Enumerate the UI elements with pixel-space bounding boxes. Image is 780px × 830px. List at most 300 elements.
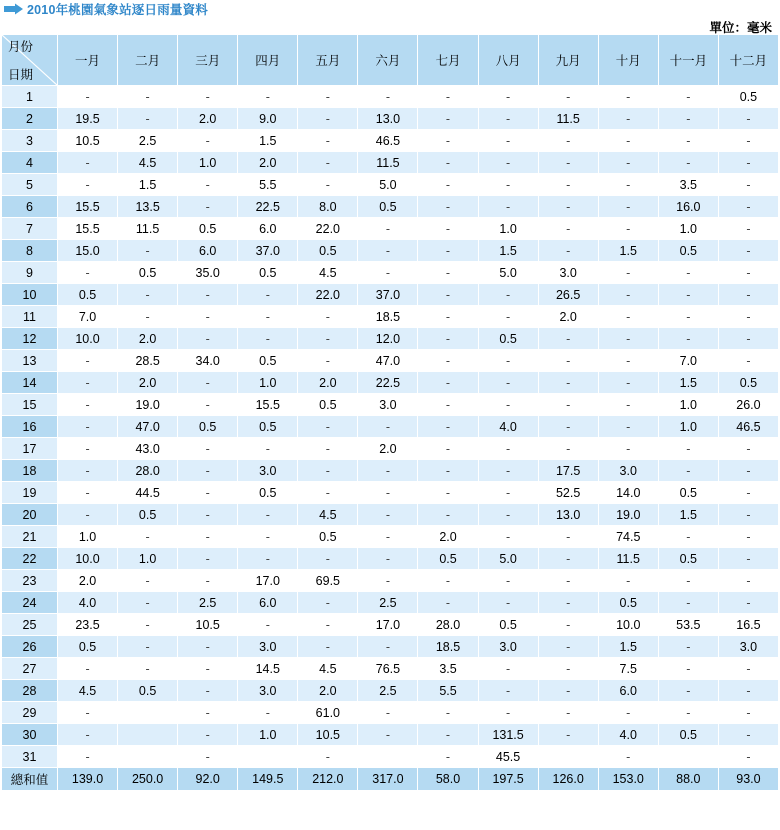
value-cell: - bbox=[418, 702, 478, 724]
value-cell: - bbox=[358, 724, 418, 746]
value-cell: 47.0 bbox=[118, 416, 178, 438]
value-cell: - bbox=[658, 262, 718, 284]
value-cell: 1.0 bbox=[658, 218, 718, 240]
value-cell: 2.0 bbox=[178, 108, 238, 130]
value-cell: 3.5 bbox=[658, 174, 718, 196]
value-cell: - bbox=[298, 460, 358, 482]
value-cell: - bbox=[538, 680, 598, 702]
unit-line bbox=[0, 18, 780, 34]
column-header-dec: 十二月 bbox=[718, 35, 778, 86]
value-cell: 5.5 bbox=[238, 174, 298, 196]
value-cell: 0.5 bbox=[478, 614, 538, 636]
column-header-may: 五月 bbox=[298, 35, 358, 86]
day-cell: 24 bbox=[2, 592, 58, 614]
day-cell: 22 bbox=[2, 548, 58, 570]
value-cell: - bbox=[118, 658, 178, 680]
value-cell: - bbox=[658, 702, 718, 724]
value-cell bbox=[118, 724, 178, 746]
value-cell: - bbox=[658, 86, 718, 108]
value-cell: 7.5 bbox=[598, 658, 658, 680]
column-header-apr: 四月 bbox=[238, 35, 298, 86]
table-row bbox=[2, 328, 779, 350]
day-cell: 4 bbox=[2, 152, 58, 174]
value-cell: - bbox=[598, 350, 658, 372]
value-cell: - bbox=[538, 548, 598, 570]
value-cell: - bbox=[538, 218, 598, 240]
value-cell: - bbox=[418, 504, 478, 526]
value-cell: 1.0 bbox=[238, 724, 298, 746]
value-cell: - bbox=[538, 636, 598, 658]
total-cell: 197.5 bbox=[478, 768, 538, 791]
value-cell: - bbox=[718, 526, 778, 548]
value-cell: 2.0 bbox=[118, 372, 178, 394]
value-cell: 0.5 bbox=[298, 526, 358, 548]
table-row bbox=[2, 680, 779, 702]
total-cell: 149.5 bbox=[238, 768, 298, 791]
total-row bbox=[2, 768, 779, 791]
column-header-feb: 二月 bbox=[118, 35, 178, 86]
value-cell: - bbox=[418, 284, 478, 306]
value-cell: - bbox=[478, 394, 538, 416]
value-cell: 0.5 bbox=[58, 284, 118, 306]
value-cell: 28.0 bbox=[118, 460, 178, 482]
value-cell: 43.0 bbox=[118, 438, 178, 460]
value-cell: 13.5 bbox=[118, 196, 178, 218]
day-cell: 12 bbox=[2, 328, 58, 350]
value-cell: 0.5 bbox=[658, 548, 718, 570]
total-cell: 153.0 bbox=[598, 768, 658, 791]
value-cell: - bbox=[718, 240, 778, 262]
value-cell: - bbox=[478, 570, 538, 592]
value-cell: - bbox=[58, 438, 118, 460]
value-cell: 1.0 bbox=[118, 548, 178, 570]
day-cell: 1 bbox=[2, 86, 58, 108]
value-cell: - bbox=[418, 724, 478, 746]
value-cell: 15.5 bbox=[238, 394, 298, 416]
value-cell: - bbox=[178, 636, 238, 658]
value-cell: 1.5 bbox=[238, 130, 298, 152]
total-cell: 212.0 bbox=[298, 768, 358, 791]
value-cell: - bbox=[58, 350, 118, 372]
value-cell: - bbox=[538, 152, 598, 174]
value-cell: 19.0 bbox=[598, 504, 658, 526]
table-head bbox=[2, 35, 779, 86]
value-cell: 131.5 bbox=[478, 724, 538, 746]
value-cell: - bbox=[538, 526, 598, 548]
value-cell: - bbox=[478, 460, 538, 482]
page-title: 2010年桃園氣象站逐日雨量資料 bbox=[27, 3, 209, 17]
value-cell: - bbox=[718, 262, 778, 284]
day-cell: 31 bbox=[2, 746, 58, 768]
value-cell: - bbox=[598, 108, 658, 130]
value-cell: 6.0 bbox=[598, 680, 658, 702]
value-cell: 53.5 bbox=[658, 614, 718, 636]
value-cell: 18.5 bbox=[418, 636, 478, 658]
value-cell: 26.0 bbox=[718, 394, 778, 416]
value-cell: 0.5 bbox=[238, 350, 298, 372]
value-cell: - bbox=[58, 174, 118, 196]
value-cell: - bbox=[178, 504, 238, 526]
value-cell: 28.5 bbox=[118, 350, 178, 372]
value-cell: - bbox=[478, 174, 538, 196]
value-cell: - bbox=[658, 526, 718, 548]
value-cell: - bbox=[538, 130, 598, 152]
value-cell: - bbox=[718, 680, 778, 702]
value-cell: 2.0 bbox=[118, 328, 178, 350]
value-cell: 0.5 bbox=[298, 240, 358, 262]
table-row bbox=[2, 284, 779, 306]
value-cell: - bbox=[478, 438, 538, 460]
value-cell: - bbox=[478, 152, 538, 174]
value-cell: 0.5 bbox=[178, 416, 238, 438]
total-cell: 58.0 bbox=[418, 768, 478, 791]
value-cell: 19.5 bbox=[58, 108, 118, 130]
value-cell: - bbox=[658, 438, 718, 460]
value-cell: - bbox=[358, 526, 418, 548]
table-row bbox=[2, 372, 779, 394]
value-cell: 3.0 bbox=[238, 680, 298, 702]
value-cell: 5.0 bbox=[358, 174, 418, 196]
value-cell: 0.5 bbox=[418, 548, 478, 570]
value-cell: - bbox=[178, 482, 238, 504]
table-row bbox=[2, 306, 779, 328]
table-row bbox=[2, 724, 779, 746]
value-cell: - bbox=[418, 592, 478, 614]
day-cell: 8 bbox=[2, 240, 58, 262]
value-cell: 0.5 bbox=[718, 372, 778, 394]
value-cell: 12.0 bbox=[358, 328, 418, 350]
value-cell: 15.0 bbox=[58, 240, 118, 262]
table-row bbox=[2, 86, 779, 108]
value-cell: - bbox=[418, 108, 478, 130]
table-row bbox=[2, 152, 779, 174]
value-cell: - bbox=[58, 482, 118, 504]
value-cell: 22.5 bbox=[358, 372, 418, 394]
value-cell: 1.0 bbox=[58, 526, 118, 548]
value-cell: - bbox=[538, 394, 598, 416]
value-cell: - bbox=[418, 416, 478, 438]
value-cell: - bbox=[118, 240, 178, 262]
value-cell: 2.0 bbox=[58, 570, 118, 592]
value-cell: - bbox=[238, 328, 298, 350]
table-row bbox=[2, 504, 779, 526]
value-cell: - bbox=[298, 328, 358, 350]
value-cell: - bbox=[598, 284, 658, 306]
table-row bbox=[2, 702, 779, 724]
value-cell: - bbox=[478, 108, 538, 130]
value-cell: 3.0 bbox=[538, 262, 598, 284]
value-cell: 17.0 bbox=[238, 570, 298, 592]
value-cell: - bbox=[118, 284, 178, 306]
value-cell: 2.5 bbox=[358, 592, 418, 614]
day-cell: 7 bbox=[2, 218, 58, 240]
table-row bbox=[2, 130, 779, 152]
value-cell: - bbox=[418, 460, 478, 482]
day-cell: 18 bbox=[2, 460, 58, 482]
value-cell: 3.0 bbox=[718, 636, 778, 658]
value-cell: - bbox=[538, 416, 598, 438]
value-cell: - bbox=[598, 86, 658, 108]
value-cell: - bbox=[478, 86, 538, 108]
value-cell: - bbox=[478, 482, 538, 504]
value-cell: - bbox=[538, 614, 598, 636]
value-cell: 0.5 bbox=[658, 240, 718, 262]
value-cell: 1.0 bbox=[178, 152, 238, 174]
value-cell: 5.0 bbox=[478, 262, 538, 284]
value-cell: 44.5 bbox=[118, 482, 178, 504]
value-cell: 1.0 bbox=[478, 218, 538, 240]
value-cell: 9.0 bbox=[238, 108, 298, 130]
table-row bbox=[2, 196, 779, 218]
value-cell: 6.0 bbox=[238, 218, 298, 240]
value-cell: - bbox=[418, 746, 478, 768]
value-cell: 10.0 bbox=[58, 548, 118, 570]
value-cell bbox=[238, 746, 298, 768]
value-cell: 28.0 bbox=[418, 614, 478, 636]
value-cell: - bbox=[418, 394, 478, 416]
value-cell: - bbox=[418, 86, 478, 108]
value-cell: - bbox=[118, 614, 178, 636]
value-cell: - bbox=[718, 592, 778, 614]
value-cell: - bbox=[58, 746, 118, 768]
value-cell: - bbox=[298, 592, 358, 614]
value-cell: 2.0 bbox=[298, 372, 358, 394]
value-cell: - bbox=[538, 350, 598, 372]
value-cell: 4.5 bbox=[298, 504, 358, 526]
value-cell: 26.5 bbox=[538, 284, 598, 306]
table-row bbox=[2, 350, 779, 372]
value-cell: 34.0 bbox=[178, 350, 238, 372]
value-cell: 37.0 bbox=[238, 240, 298, 262]
value-cell: 22.5 bbox=[238, 196, 298, 218]
value-cell: - bbox=[358, 504, 418, 526]
value-cell: 16.0 bbox=[658, 196, 718, 218]
table-row bbox=[2, 658, 779, 680]
value-cell: - bbox=[358, 262, 418, 284]
value-cell: 1.5 bbox=[658, 372, 718, 394]
value-cell: 16.5 bbox=[718, 614, 778, 636]
value-cell: - bbox=[598, 130, 658, 152]
value-cell: - bbox=[178, 328, 238, 350]
value-cell: - bbox=[358, 460, 418, 482]
table-row bbox=[2, 636, 779, 658]
value-cell: - bbox=[538, 702, 598, 724]
total-label: 總和值 bbox=[2, 768, 58, 791]
day-cell: 14 bbox=[2, 372, 58, 394]
value-cell: - bbox=[118, 306, 178, 328]
value-cell: - bbox=[238, 548, 298, 570]
value-cell bbox=[358, 746, 418, 768]
title-bar bbox=[0, 0, 780, 18]
value-cell: 1.0 bbox=[658, 416, 718, 438]
value-cell: 4.0 bbox=[478, 416, 538, 438]
value-cell: - bbox=[598, 218, 658, 240]
day-cell: 10 bbox=[2, 284, 58, 306]
value-cell: - bbox=[658, 658, 718, 680]
value-cell: - bbox=[238, 306, 298, 328]
value-cell: - bbox=[178, 460, 238, 482]
value-cell: 10.5 bbox=[58, 130, 118, 152]
value-cell: 2.5 bbox=[118, 130, 178, 152]
value-cell: - bbox=[298, 306, 358, 328]
table-row bbox=[2, 526, 779, 548]
value-cell: 0.5 bbox=[298, 394, 358, 416]
value-cell: - bbox=[178, 394, 238, 416]
value-cell: - bbox=[658, 306, 718, 328]
value-cell: - bbox=[178, 174, 238, 196]
value-cell: - bbox=[58, 702, 118, 724]
value-cell: 4.0 bbox=[58, 592, 118, 614]
total-cell: 317.0 bbox=[358, 768, 418, 791]
value-cell: - bbox=[58, 262, 118, 284]
value-cell: 3.0 bbox=[358, 394, 418, 416]
table-row bbox=[2, 482, 779, 504]
value-cell: 6.0 bbox=[178, 240, 238, 262]
day-cell: 5 bbox=[2, 174, 58, 196]
value-cell: 0.5 bbox=[598, 592, 658, 614]
table-row bbox=[2, 174, 779, 196]
value-cell: 14.0 bbox=[598, 482, 658, 504]
value-cell: 10.5 bbox=[178, 614, 238, 636]
table-row bbox=[2, 592, 779, 614]
value-cell: - bbox=[598, 196, 658, 218]
total-cell: 139.0 bbox=[58, 768, 118, 791]
value-cell: - bbox=[418, 372, 478, 394]
value-cell: 14.5 bbox=[238, 658, 298, 680]
value-cell: - bbox=[358, 218, 418, 240]
value-cell: - bbox=[298, 746, 358, 768]
table-row bbox=[2, 460, 779, 482]
value-cell bbox=[538, 746, 598, 768]
corner-header bbox=[2, 35, 58, 86]
day-cell: 17 bbox=[2, 438, 58, 460]
value-cell: 2.0 bbox=[238, 152, 298, 174]
day-cell: 20 bbox=[2, 504, 58, 526]
value-cell: - bbox=[58, 86, 118, 108]
value-cell: - bbox=[178, 284, 238, 306]
value-cell: - bbox=[418, 152, 478, 174]
value-cell: - bbox=[538, 372, 598, 394]
value-cell: 1.0 bbox=[238, 372, 298, 394]
value-cell: - bbox=[658, 130, 718, 152]
day-cell: 27 bbox=[2, 658, 58, 680]
value-cell: - bbox=[178, 306, 238, 328]
value-cell: - bbox=[538, 196, 598, 218]
value-cell: - bbox=[718, 438, 778, 460]
table-row bbox=[2, 240, 779, 262]
value-cell: 0.5 bbox=[118, 680, 178, 702]
value-cell: - bbox=[358, 570, 418, 592]
value-cell: 61.0 bbox=[298, 702, 358, 724]
value-cell: 2.0 bbox=[418, 526, 478, 548]
value-cell: - bbox=[478, 504, 538, 526]
value-cell: - bbox=[178, 130, 238, 152]
value-cell: 4.0 bbox=[598, 724, 658, 746]
day-cell: 26 bbox=[2, 636, 58, 658]
value-cell: - bbox=[598, 174, 658, 196]
value-cell: - bbox=[298, 108, 358, 130]
value-cell: - bbox=[718, 306, 778, 328]
value-cell: - bbox=[178, 372, 238, 394]
value-cell: - bbox=[598, 746, 658, 768]
column-header-aug: 八月 bbox=[478, 35, 538, 86]
table-row bbox=[2, 570, 779, 592]
header-row bbox=[2, 35, 779, 86]
day-cell: 9 bbox=[2, 262, 58, 284]
value-cell: 0.5 bbox=[238, 416, 298, 438]
value-cell: 5.5 bbox=[418, 680, 478, 702]
table-row bbox=[2, 548, 779, 570]
value-cell: 76.5 bbox=[358, 658, 418, 680]
value-cell: - bbox=[238, 614, 298, 636]
value-cell: 4.5 bbox=[118, 152, 178, 174]
value-cell: - bbox=[718, 284, 778, 306]
value-cell: - bbox=[418, 240, 478, 262]
value-cell: - bbox=[658, 108, 718, 130]
value-cell: - bbox=[718, 570, 778, 592]
value-cell: - bbox=[298, 416, 358, 438]
value-cell: - bbox=[538, 592, 598, 614]
day-cell: 2 bbox=[2, 108, 58, 130]
table-row bbox=[2, 108, 779, 130]
value-cell: 74.5 bbox=[598, 526, 658, 548]
value-cell: - bbox=[478, 130, 538, 152]
value-cell: - bbox=[718, 218, 778, 240]
value-cell: 1.0 bbox=[658, 394, 718, 416]
value-cell: - bbox=[718, 724, 778, 746]
value-cell: - bbox=[358, 416, 418, 438]
day-cell: 16 bbox=[2, 416, 58, 438]
value-cell: - bbox=[478, 306, 538, 328]
value-cell: 6.0 bbox=[238, 592, 298, 614]
value-cell: 10.0 bbox=[598, 614, 658, 636]
value-cell: - bbox=[178, 526, 238, 548]
value-cell: - bbox=[238, 526, 298, 548]
value-cell: - bbox=[58, 394, 118, 416]
value-cell: - bbox=[598, 416, 658, 438]
value-cell: - bbox=[238, 284, 298, 306]
value-cell: 3.0 bbox=[478, 636, 538, 658]
value-cell: - bbox=[358, 86, 418, 108]
value-cell: - bbox=[598, 306, 658, 328]
value-cell: - bbox=[538, 658, 598, 680]
value-cell: - bbox=[718, 174, 778, 196]
value-cell: - bbox=[418, 196, 478, 218]
value-cell: - bbox=[58, 372, 118, 394]
column-header-mar: 三月 bbox=[178, 35, 238, 86]
value-cell: - bbox=[478, 702, 538, 724]
value-cell: - bbox=[178, 658, 238, 680]
column-header-jun: 六月 bbox=[358, 35, 418, 86]
total-cell: 92.0 bbox=[178, 768, 238, 791]
value-cell: 1.5 bbox=[598, 240, 658, 262]
value-cell: - bbox=[658, 636, 718, 658]
value-cell: - bbox=[718, 482, 778, 504]
value-cell: 45.5 bbox=[478, 746, 538, 768]
value-cell: - bbox=[718, 196, 778, 218]
day-cell: 29 bbox=[2, 702, 58, 724]
value-cell: - bbox=[178, 570, 238, 592]
value-cell: 3.5 bbox=[418, 658, 478, 680]
day-cell: 13 bbox=[2, 350, 58, 372]
value-cell: 13.0 bbox=[358, 108, 418, 130]
arrow-right-icon bbox=[4, 3, 24, 15]
value-cell: - bbox=[598, 702, 658, 724]
value-cell: 46.5 bbox=[358, 130, 418, 152]
value-cell: - bbox=[658, 592, 718, 614]
value-cell: - bbox=[718, 152, 778, 174]
value-cell: - bbox=[298, 130, 358, 152]
